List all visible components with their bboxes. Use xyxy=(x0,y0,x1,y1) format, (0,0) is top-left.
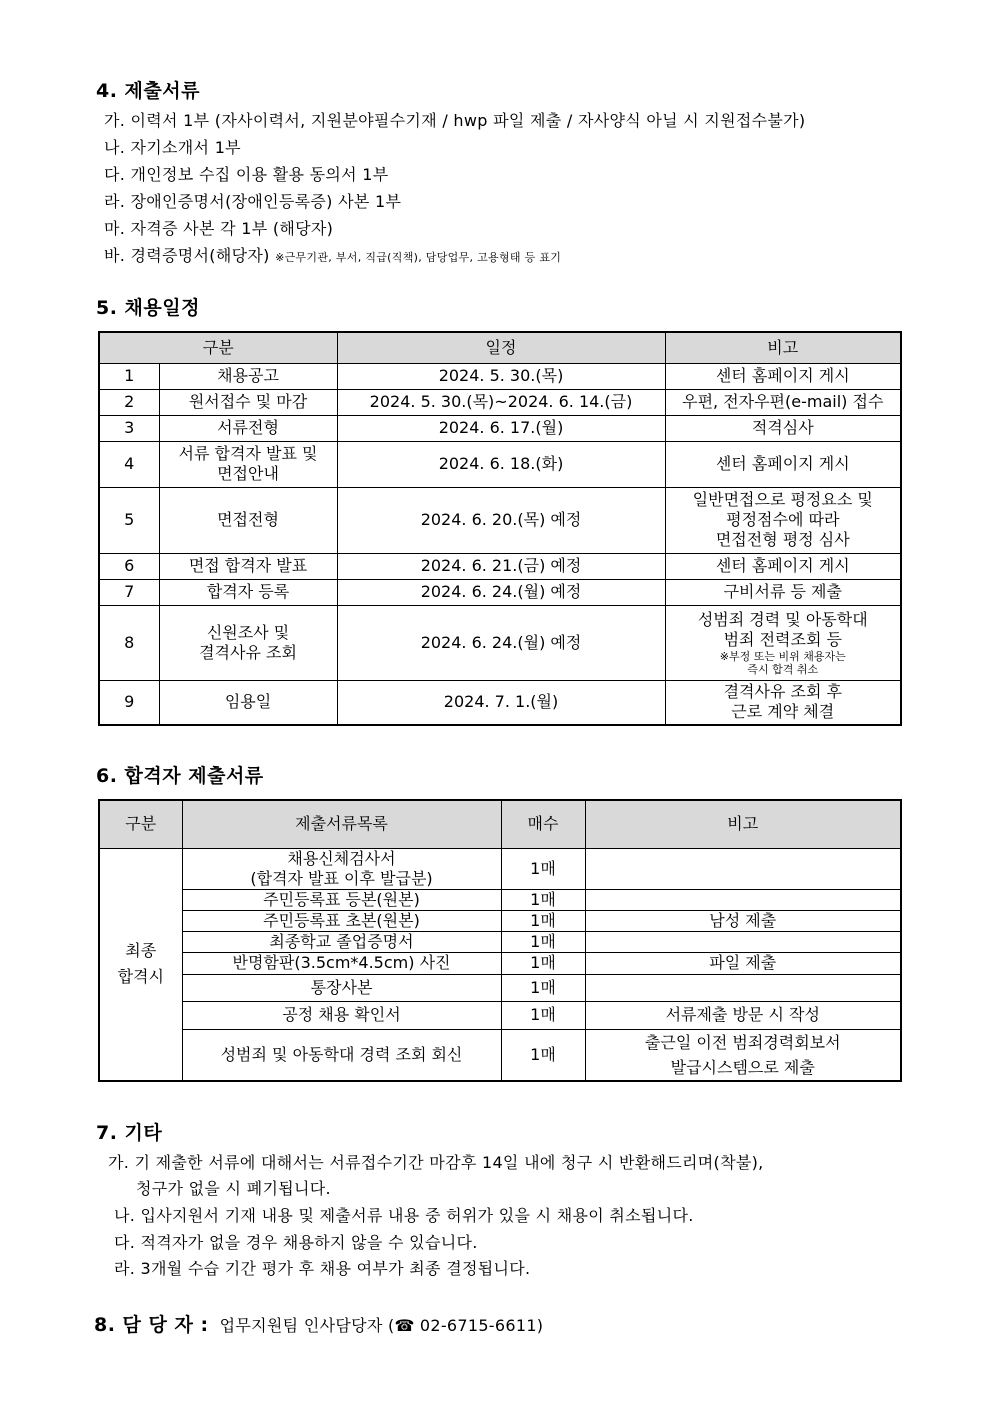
table-row xyxy=(99,910,901,931)
s4-item-5: 마. 자격증 사본 각 1부 (해당자) xyxy=(104,219,334,238)
schedule-header-note: 비고 xyxy=(665,332,901,363)
row-note: 센터 홈페이지 게시 xyxy=(665,553,901,579)
table-row xyxy=(99,952,901,974)
documents-header-list: 제출서류목록 xyxy=(182,800,501,848)
section-6-title: 6. 합격자 제출서류 xyxy=(96,765,264,787)
doc-name: 주민등록표 초본(원본) xyxy=(182,910,501,931)
row-name-line: 면접안내 xyxy=(217,464,279,483)
section-7-title: 7. 기타 xyxy=(96,1122,163,1144)
section-5-title: 5. 채용일정 xyxy=(96,297,200,319)
s7-item-2: 나. 입사지원서 기재 내용 및 제출서류 내용 중 허위가 있을 시 채용이 취소됩니다. xyxy=(114,1206,694,1225)
s4-item-2: 나. 자기소개서 1부 xyxy=(104,138,241,157)
table-row xyxy=(99,1029,901,1081)
row-number: 7 xyxy=(99,579,159,605)
s4-item-3: 다. 개인정보 수집 이용 활용 동의서 1부 xyxy=(104,165,389,184)
row-number: 9 xyxy=(99,680,159,725)
row-date: 2024. 6. 18.(화) xyxy=(337,441,665,487)
schedule-header-row xyxy=(99,332,901,363)
table-row xyxy=(99,579,901,605)
schedule-table xyxy=(98,331,902,726)
schedule-header-category: 구분 xyxy=(99,332,337,363)
row-note-small: ※부정 또는 비위 채용자는 xyxy=(719,649,846,663)
doc-qty: 1매 xyxy=(501,931,585,952)
row-note: 센터 홈페이지 게시 xyxy=(665,441,901,487)
row-date: 2024. 6. 17.(월) xyxy=(337,415,665,441)
table-row xyxy=(99,974,901,1001)
row-name: 임용일 xyxy=(159,680,337,725)
row-name: 합격자 등록 xyxy=(159,579,337,605)
doc-note: 파일 제출 xyxy=(585,952,901,974)
doc-name xyxy=(182,848,501,889)
doc-note: 서류제출 방문 시 작성 xyxy=(585,1001,901,1029)
row-note xyxy=(665,680,901,725)
doc-note xyxy=(585,848,901,889)
row-date: 2024. 5. 30.(목) xyxy=(337,363,665,389)
table-row xyxy=(99,605,901,680)
doc-name: 통장사본 xyxy=(182,974,501,1001)
row-number: 8 xyxy=(99,605,159,680)
s7-item-1: 가. 기 제출한 서류에 대해서는 서류접수기간 마감후 14일 내에 청구 시 반환해드리며(착불), xyxy=(108,1153,764,1172)
table-row xyxy=(99,363,901,389)
documents-header-row xyxy=(99,800,901,848)
doc-name: 성범죄 및 아동학대 경력 조회 회신 xyxy=(182,1029,501,1081)
row-number: 1 xyxy=(99,363,159,389)
doc-note xyxy=(585,974,901,1001)
row-name: 원서접수 및 마감 xyxy=(159,389,337,415)
row-number: 2 xyxy=(99,389,159,415)
row-name xyxy=(159,605,337,680)
doc-note-line: 출근일 이전 범죄경력회보서 xyxy=(644,1032,841,1052)
row-date: 2024. 5. 30.(목)~2024. 6. 14.(금) xyxy=(337,389,665,415)
doc-note: 남성 제출 xyxy=(585,910,901,931)
row-name: 채용공고 xyxy=(159,363,337,389)
row-number: 6 xyxy=(99,553,159,579)
row-number: 4 xyxy=(99,441,159,487)
row-date: 2024. 7. 1.(월) xyxy=(337,680,665,725)
s7-item-1-cont: 청구가 없을 시 폐기됩니다. xyxy=(136,1179,331,1198)
table-row xyxy=(99,441,901,487)
table-row xyxy=(99,1001,901,1029)
table-row xyxy=(99,487,901,553)
doc-name: 반명함판(3.5cm*4.5cm) 사진 xyxy=(182,952,501,974)
row-number: 5 xyxy=(99,487,159,553)
doc-note xyxy=(585,931,901,952)
group-label-line: 합격시 xyxy=(117,967,164,986)
row-number: 3 xyxy=(99,415,159,441)
row-date: 2024. 6. 21.(금) 예정 xyxy=(337,553,665,579)
documents-header-qty: 매수 xyxy=(501,800,585,848)
contact-phone: 02-6715-6611) xyxy=(419,1316,544,1335)
s7-item-3: 다. 적격자가 없을 경우 채용하지 않을 수 있습니다. xyxy=(114,1233,478,1252)
row-name: 면접 합격자 발표 xyxy=(159,553,337,579)
row-note-line: 근로 계약 체결 xyxy=(731,702,835,722)
schedule-header-date: 일정 xyxy=(337,332,665,363)
row-name: 면접전형 xyxy=(159,487,337,553)
row-note-line: 일반면접으로 평정요소 및 xyxy=(692,490,873,509)
row-note-small: 즉시 합격 취소 xyxy=(747,662,819,676)
section-4-title: 4. 제출서류 xyxy=(96,80,200,102)
documents-header-category: 구분 xyxy=(99,800,182,848)
section-8-title: 8. 담 당 자 : xyxy=(94,1314,209,1336)
documents-header-note: 비고 xyxy=(585,800,901,848)
row-name: 서류전형 xyxy=(159,415,337,441)
doc-name-line: 채용신체검사서 xyxy=(287,848,396,868)
table-row xyxy=(99,848,901,889)
s4-item-4: 라. 장애인증명서(장애인등록증) 사본 1부 xyxy=(104,192,402,211)
row-date: 2024. 6. 20.(목) 예정 xyxy=(337,487,665,553)
group-label xyxy=(99,848,182,1081)
doc-qty: 1매 xyxy=(501,952,585,974)
doc-qty: 1매 xyxy=(501,889,585,910)
documents-table xyxy=(98,799,902,1082)
doc-name-line: (합격자 발표 이후 발급분) xyxy=(250,868,433,888)
table-row xyxy=(99,931,901,952)
row-note: 센터 홈페이지 게시 xyxy=(665,363,901,389)
row-note-line: 평정점수에 따라 xyxy=(726,510,840,529)
telephone-icon: ☎ xyxy=(394,1316,415,1335)
row-name xyxy=(159,441,337,487)
group-label-line: 최종 xyxy=(125,941,157,960)
row-note-line: 범죄 전력조회 등 xyxy=(723,629,842,649)
table-row xyxy=(99,553,901,579)
row-note xyxy=(665,605,901,680)
row-note-line: 결격사유 조회 후 xyxy=(723,682,842,702)
table-row xyxy=(99,889,901,910)
s4-item-1: 가. 이력서 1부 (자사이력서, 지원분야필수기재 / hwp 파일 제출 / 자사양식 아닐 시 지원접수불가) xyxy=(104,111,806,130)
table-row xyxy=(99,415,901,441)
row-note: 우편, 전자우편(e-mail) 접수 xyxy=(665,389,901,415)
row-date: 2024. 6. 24.(월) 예정 xyxy=(337,605,665,680)
row-name-line: 결격사유 조회 xyxy=(199,642,297,662)
doc-name: 주민등록표 등본(원본) xyxy=(182,889,501,910)
doc-note xyxy=(585,1029,901,1081)
doc-qty: 1매 xyxy=(501,848,585,889)
doc-note-line: 발급시스템으로 제출 xyxy=(670,1057,815,1077)
doc-qty: 1매 xyxy=(501,1001,585,1029)
row-name-line: 신원조사 및 xyxy=(206,622,290,642)
doc-name: 공정 채용 확인서 xyxy=(182,1001,501,1029)
doc-qty: 1매 xyxy=(501,974,585,1001)
doc-note xyxy=(585,889,901,910)
doc-qty: 1매 xyxy=(501,1029,585,1081)
s4-item-6-main: 바. 경력증명서(해당자) xyxy=(104,246,270,265)
row-note xyxy=(665,487,901,553)
contact-line xyxy=(94,1310,543,1337)
s4-item-6-note: ※근무기관, 부서, 직급(직책), 담당업무, 고용형태 등 표기 xyxy=(275,251,562,264)
doc-name: 최종학교 졸업증명서 xyxy=(182,931,501,952)
row-note: 적격심사 xyxy=(665,415,901,441)
row-note: 구비서류 등 제출 xyxy=(665,579,901,605)
row-name-line: 서류 합격자 발표 및 xyxy=(178,444,318,463)
doc-qty: 1매 xyxy=(501,910,585,931)
s7-item-4: 라. 3개월 수습 기간 평가 후 채용 여부가 최종 결정됩니다. xyxy=(114,1259,531,1278)
table-row xyxy=(99,680,901,725)
row-date: 2024. 6. 24.(월) 예정 xyxy=(337,579,665,605)
row-note-line: 면접전형 평정 심사 xyxy=(715,530,850,549)
table-row xyxy=(99,389,901,415)
contact-text: 업무지원팀 인사담당자 ( xyxy=(219,1316,395,1335)
row-note-line: 성범죄 경력 및 아동학대 xyxy=(697,609,868,629)
s4-item-6 xyxy=(104,243,561,266)
